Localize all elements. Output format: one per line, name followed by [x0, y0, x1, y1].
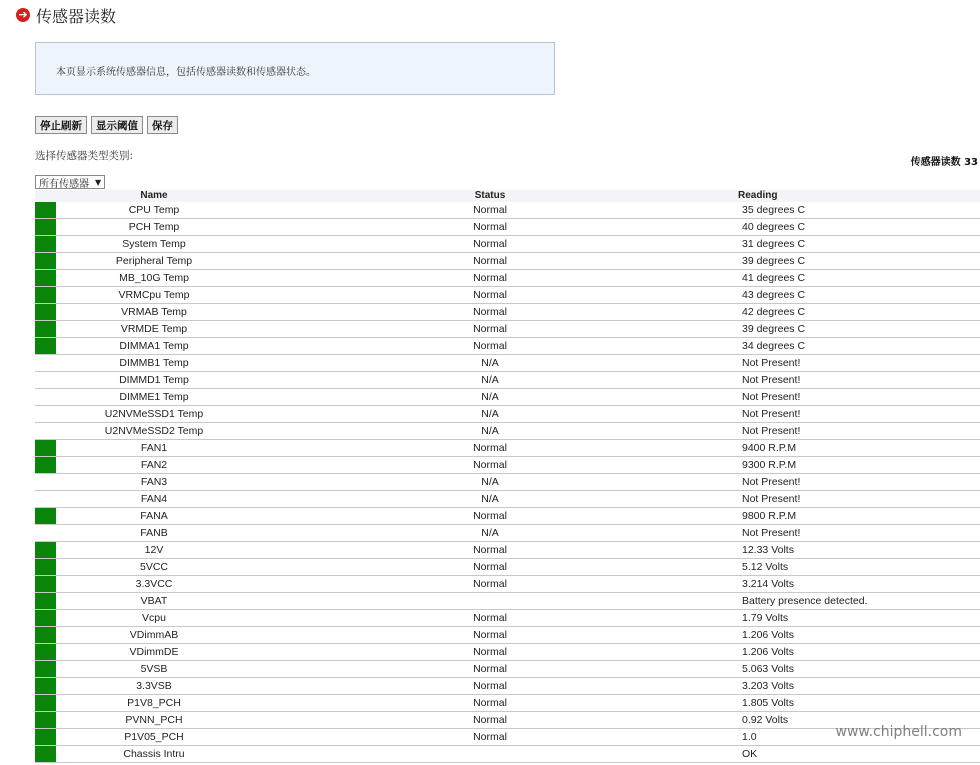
- sensor-status: Normal: [473, 561, 507, 573]
- status-indicator: [35, 389, 56, 405]
- sensor-name: 12V: [144, 544, 164, 556]
- sensor-status: Normal: [473, 714, 507, 726]
- sensor-status: N/A: [481, 374, 499, 386]
- status-indicator: [35, 491, 56, 507]
- sensor-reading: 5.063 Volts: [742, 663, 794, 675]
- sensor-reading: 40 degrees C: [742, 221, 806, 233]
- table-row[interactable]: [35, 253, 980, 270]
- sensor-name: VRMDE Temp: [120, 323, 188, 335]
- sensor-status: Normal: [473, 459, 507, 471]
- arrow-right-circle-icon: ➔: [16, 8, 30, 22]
- table-row[interactable]: [35, 287, 980, 304]
- table-row[interactable]: [35, 644, 980, 661]
- table-row[interactable]: [35, 746, 980, 763]
- sensor-reading: 43 degrees C: [742, 289, 806, 301]
- status-indicator: [35, 610, 56, 626]
- sensor-status: Normal: [473, 544, 507, 556]
- table-row[interactable]: [35, 236, 980, 253]
- sensor-count: 传感器读数 33: [910, 157, 978, 168]
- table-row[interactable]: [35, 457, 980, 474]
- sensor-name: Peripheral Temp: [115, 255, 193, 267]
- watermark: www.chiphell.com: [835, 724, 962, 740]
- sensor-name: VDimmAB: [129, 629, 179, 641]
- table-row[interactable]: [35, 423, 980, 440]
- sensor-name: VRMCpu Temp: [118, 289, 190, 301]
- table-row[interactable]: [35, 372, 980, 389]
- status-indicator: [35, 372, 56, 388]
- show-thresholds-button[interactable]: 显示阈值: [91, 116, 143, 134]
- sensor-reading: 34 degrees C: [742, 340, 806, 352]
- sensor-reading: 41 degrees C: [742, 272, 806, 284]
- sensor-name: PCH Temp: [128, 221, 180, 233]
- table-row[interactable]: [35, 525, 980, 542]
- sensor-status: Normal: [473, 238, 507, 250]
- table-row[interactable]: [35, 270, 980, 287]
- sensor-name: P1V05_PCH: [124, 731, 184, 743]
- status-indicator: [35, 661, 56, 677]
- sensor-status: Normal: [473, 340, 507, 352]
- header-status[interactable]: Status: [474, 190, 506, 201]
- sensor-status: Normal: [473, 629, 507, 641]
- sensor-status: Normal: [473, 255, 507, 267]
- status-indicator: [35, 270, 56, 286]
- status-indicator: [35, 525, 56, 541]
- table-row[interactable]: [35, 559, 980, 576]
- status-indicator: [35, 746, 56, 762]
- table-row[interactable]: [35, 576, 980, 593]
- table-row[interactable]: [35, 542, 980, 559]
- status-indicator: [35, 219, 56, 235]
- table-row[interactable]: [35, 627, 980, 644]
- sensor-status: N/A: [481, 493, 499, 505]
- sensor-type-label: 选择传感器类型类别:: [35, 150, 134, 162]
- sensor-type-select[interactable]: [35, 175, 105, 189]
- table-body: [35, 202, 980, 763]
- sensor-status: Normal: [473, 510, 507, 522]
- table-row[interactable]: [35, 661, 980, 678]
- status-indicator: [35, 593, 56, 609]
- status-indicator: [35, 287, 56, 303]
- sensor-name: DIMMB1 Temp: [119, 357, 189, 369]
- sensor-table: [35, 190, 980, 763]
- status-indicator: [35, 644, 56, 660]
- sensor-name: DIMME1 Temp: [119, 391, 189, 403]
- header-reading[interactable]: Reading: [738, 190, 778, 201]
- sensor-type-selected: 所有传感器: [39, 178, 89, 190]
- sensor-name: FANB: [140, 527, 168, 539]
- table-row[interactable]: [35, 678, 980, 695]
- sensor-reading: 9400 R.P.M: [742, 442, 797, 454]
- status-indicator: [35, 202, 56, 218]
- sensor-name: DIMMA1 Temp: [119, 340, 189, 352]
- sensor-reading: 39 degrees C: [742, 255, 806, 267]
- sensor-name: DIMMD1 Temp: [119, 374, 189, 386]
- sensor-reading: Not Present!: [742, 527, 801, 539]
- sensor-status: Normal: [473, 323, 507, 335]
- status-indicator: [35, 678, 56, 694]
- sensor-name: PVNN_PCH: [125, 714, 183, 726]
- sensor-name: CPU Temp: [128, 204, 180, 216]
- sensor-name: Chassis Intru: [123, 748, 185, 760]
- sensor-name: FAN1: [140, 442, 168, 454]
- sensor-reading: Battery presence detected.: [742, 595, 868, 607]
- header-name[interactable]: Name: [140, 190, 168, 201]
- sensor-status: Normal: [473, 272, 507, 284]
- status-indicator: [35, 355, 56, 371]
- sensor-name: U2NVMeSSD1 Temp: [104, 408, 204, 420]
- sensor-name: P1V8_PCH: [127, 697, 181, 709]
- toolbar: [35, 116, 178, 134]
- sensor-reading: Not Present!: [742, 357, 801, 369]
- sensor-reading: 3.214 Volts: [742, 578, 794, 590]
- sensor-name: FAN2: [140, 459, 168, 471]
- sensor-name: FAN4: [140, 493, 168, 505]
- sensor-reading: 9800 R.P.M: [742, 510, 797, 522]
- status-indicator: [35, 457, 56, 473]
- sensor-status: Normal: [473, 289, 507, 301]
- status-indicator: [35, 508, 56, 524]
- status-indicator: [35, 542, 56, 558]
- sensor-name: Vcpu: [142, 612, 166, 624]
- table-row[interactable]: [35, 695, 980, 712]
- status-indicator: [35, 304, 56, 320]
- sensor-status: Normal: [473, 731, 507, 743]
- sensor-name: FAN3: [140, 476, 168, 488]
- save-button[interactable]: 保存: [147, 116, 178, 134]
- stop-refresh-button[interactable]: 停止刷新: [35, 116, 87, 134]
- table-row[interactable]: [35, 593, 980, 610]
- status-indicator: [35, 695, 56, 711]
- table-row[interactable]: [35, 440, 980, 457]
- sensor-reading: 9300 R.P.M: [742, 459, 797, 471]
- sensor-status: N/A: [481, 391, 499, 403]
- sensor-reading: 0.92 Volts: [742, 714, 789, 726]
- status-indicator: [35, 576, 56, 592]
- status-indicator: [35, 338, 56, 354]
- status-indicator: [35, 236, 56, 252]
- sensor-status: Normal: [473, 663, 507, 675]
- sensor-name: 3.3VSB: [136, 680, 172, 692]
- status-indicator: [35, 423, 56, 439]
- sensor-name: VRMAB Temp: [121, 306, 187, 318]
- sensor-name: FANA: [140, 510, 168, 522]
- table-row[interactable]: [35, 610, 980, 627]
- sensor-reading: Not Present!: [742, 391, 801, 403]
- status-indicator: [35, 253, 56, 269]
- table-row[interactable]: [35, 321, 980, 338]
- table-row[interactable]: [35, 508, 980, 525]
- sensor-reading: Not Present!: [742, 425, 801, 437]
- table-header: [35, 190, 980, 202]
- status-indicator: [35, 627, 56, 643]
- sensor-reading: Not Present!: [742, 493, 801, 505]
- sensor-status: Normal: [473, 646, 507, 658]
- title-bar: [16, 5, 116, 25]
- sensor-reading: Not Present!: [742, 408, 801, 420]
- sensor-reading: 31 degrees C: [742, 238, 806, 250]
- sensor-reading: 1.805 Volts: [742, 697, 794, 709]
- sensor-reading: 5.12 Volts: [742, 561, 789, 573]
- page-title: 传感器读数: [36, 6, 117, 26]
- sensor-reading: 42 degrees C: [742, 306, 806, 318]
- sensor-status: N/A: [481, 476, 499, 488]
- sensor-status: N/A: [481, 408, 499, 420]
- sensor-name: VBAT: [140, 595, 168, 607]
- sensor-status: N/A: [481, 357, 499, 369]
- sensor-status: Normal: [473, 221, 507, 233]
- sensor-reading: 1.206 Volts: [742, 646, 794, 658]
- sensor-status: N/A: [481, 527, 499, 539]
- sensor-status: Normal: [473, 578, 507, 590]
- sensor-name: System Temp: [122, 238, 186, 250]
- sensor-name: 3.3VCC: [135, 578, 173, 590]
- table-row[interactable]: [35, 491, 980, 508]
- sensor-status: Normal: [473, 697, 507, 709]
- status-indicator: [35, 712, 56, 728]
- table-row[interactable]: [35, 219, 980, 236]
- sensor-status: Normal: [473, 612, 507, 624]
- status-indicator: [35, 474, 56, 490]
- status-indicator: [35, 559, 56, 575]
- sensor-reading: Not Present!: [742, 476, 801, 488]
- table-row[interactable]: [35, 355, 980, 372]
- table-row[interactable]: [35, 406, 980, 423]
- info-text: 本页显示系统传感器信息，包括传感器读数和传感器状态。: [56, 67, 316, 78]
- sensor-reading: 3.203 Volts: [742, 680, 794, 692]
- sensor-reading: 1.0: [742, 731, 757, 743]
- sensor-name: MB_10G Temp: [119, 272, 189, 284]
- table-row[interactable]: [35, 202, 980, 219]
- sensor-reading: 1.206 Volts: [742, 629, 794, 641]
- sensor-reading: 35 degrees C: [742, 204, 806, 216]
- sensor-name: 5VCC: [139, 561, 168, 573]
- sensor-name: VDimmDE: [129, 646, 179, 658]
- sensor-status: Normal: [473, 680, 507, 692]
- sensor-reading: 1.79 Volts: [742, 612, 789, 624]
- sensor-status: Normal: [473, 204, 507, 216]
- sensor-status: N/A: [481, 425, 499, 437]
- sensor-reading: 12.33 Volts: [742, 544, 794, 556]
- table-row[interactable]: [35, 338, 980, 355]
- status-indicator: [35, 440, 56, 456]
- info-panel: [35, 42, 555, 95]
- sensor-reading: Not Present!: [742, 374, 801, 386]
- status-indicator: [35, 406, 56, 422]
- sensor-reading: 39 degrees C: [742, 323, 806, 335]
- status-indicator: [35, 321, 56, 337]
- sensor-name: 5VSB: [140, 663, 168, 675]
- sensor-status: Normal: [473, 306, 507, 318]
- table-row[interactable]: [35, 304, 980, 321]
- table-row[interactable]: [35, 389, 980, 406]
- sensor-status: Normal: [473, 442, 507, 454]
- dropdown-arrow-icon: ▼: [95, 177, 102, 187]
- sensor-name: U2NVMeSSD2 Temp: [104, 425, 204, 437]
- table-row[interactable]: [35, 474, 980, 491]
- status-indicator: [35, 729, 56, 745]
- sensor-reading: OK: [742, 748, 758, 760]
